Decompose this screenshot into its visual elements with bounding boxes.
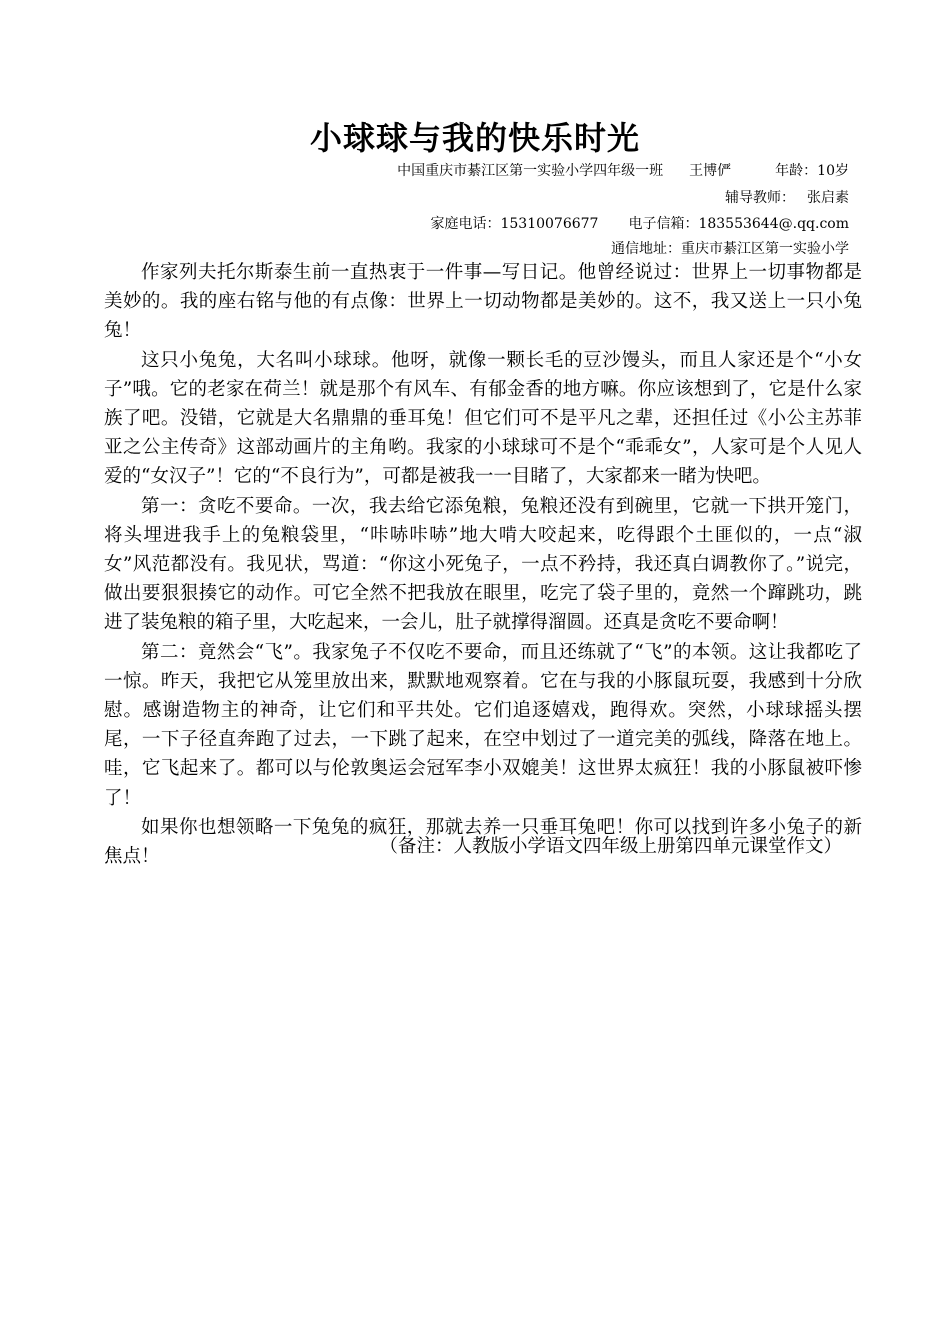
essay-title: 小球球与我的快乐时光 <box>309 119 640 157</box>
tutor-line <box>725 186 849 210</box>
essay-body <box>104 258 862 871</box>
tutor-label: 辅导教师： <box>725 190 795 206</box>
email-address: 电子信箱：183553644@.qq.com <box>628 216 849 232</box>
school-name: 中国重庆市綦江区第一实验小学四年级一班 <box>397 163 664 179</box>
paragraph-first-trait: 第一：贪吃不要命。一次，我去给它添兔粮，兔粮还没有到碗里，它就一下拱开笼门，将头埋进我手上的兔粮袋里，“咔哧咔哧”地大啃大咬起来，吃得跟个土匪似的，一点“淑女”风范都没有。我见状，骂道：“你这小死兔子，一点不矜持，我还真白调教你了。”说完，做出要狠狠揍它的动作。可它全然不把我放在眼里，吃完了袋子里的，竟然一个蹿跳功，跳进了装兔粮的箱子里，大吃起来，一会儿，肚子就撑得溜圆。还真是贪吃不要命啊！ <box>104 495 862 634</box>
author-age: 年龄：10岁 <box>775 163 849 179</box>
paragraph-second-trait: 第二：竟然会“飞”。我家兔子不仅吃不要命，而且还练就了“飞”的本领。这让我都吃了一惊。昨天，我把它从笼里放出来，默默地观察着。它在与我的小豚鼠玩耍，我感到十分欣慰。感谢造物主的神奇，让它们和平共处。它们追逐嬉戏，跑得欢。突然，小球球摇头摆尾，一下子径直奔跑了过去，一下跳了起来，在空中划过了一道完美的弧线，降落在地上。哇，它飞起来了。都可以与伦敦奥运会冠军李小双媲美！这世界太疯狂！我的小豚鼠被吓惨了！ <box>104 641 862 809</box>
home-phone: 家庭电话：15310076677 <box>430 216 599 232</box>
paragraph-intro: 作家列夫托尔斯泰生前一直热衷于一件事—写日记。他曾经说过：世界上一切事物都是美妙的。我的座右铭与他的有点像：世界上一切动物都是美妙的。这不，我又送上一只小兔兔！ <box>104 262 862 342</box>
paragraph-description: 这只小兔兔，大名叫小球球。他呀，就像一颗长毛的豆沙馒头，而且人家还是个“小女子”哦。它的老家在荷兰！就是那个有风车、有郁金香的地方嘛。你应该想到了，它是什么家族了吧。没错，它就是大名鼎鼎的垂耳兔！但它们可不是平凡之辈，还担任过《小公主苏菲亚之公主传奇》这部动画片的主角哟。我家的小球球可不是个“乖乖女”，人家可是个人见人爱的“女汉子”！它的“不良行为”，可都是被我一一目睹了，大家都来一睹为快吧。 <box>104 349 862 488</box>
mailing-address: 通信地址：重庆市綦江区第一实验小学 <box>611 241 849 257</box>
remark-note: （备注：人教版小学语文四年级上册第四单元课堂作文） <box>379 836 842 857</box>
paragraph-conclusion: 如果你也想领略一下兔兔的疯狂，那就去养一只垂耳兔吧！你可以找到许多小兔子的新焦点！ <box>104 816 862 868</box>
author-name: 王博俨 <box>689 163 732 179</box>
contact-line <box>430 212 849 236</box>
author-line <box>397 159 849 183</box>
tutor-name: 张启素 <box>807 190 849 206</box>
